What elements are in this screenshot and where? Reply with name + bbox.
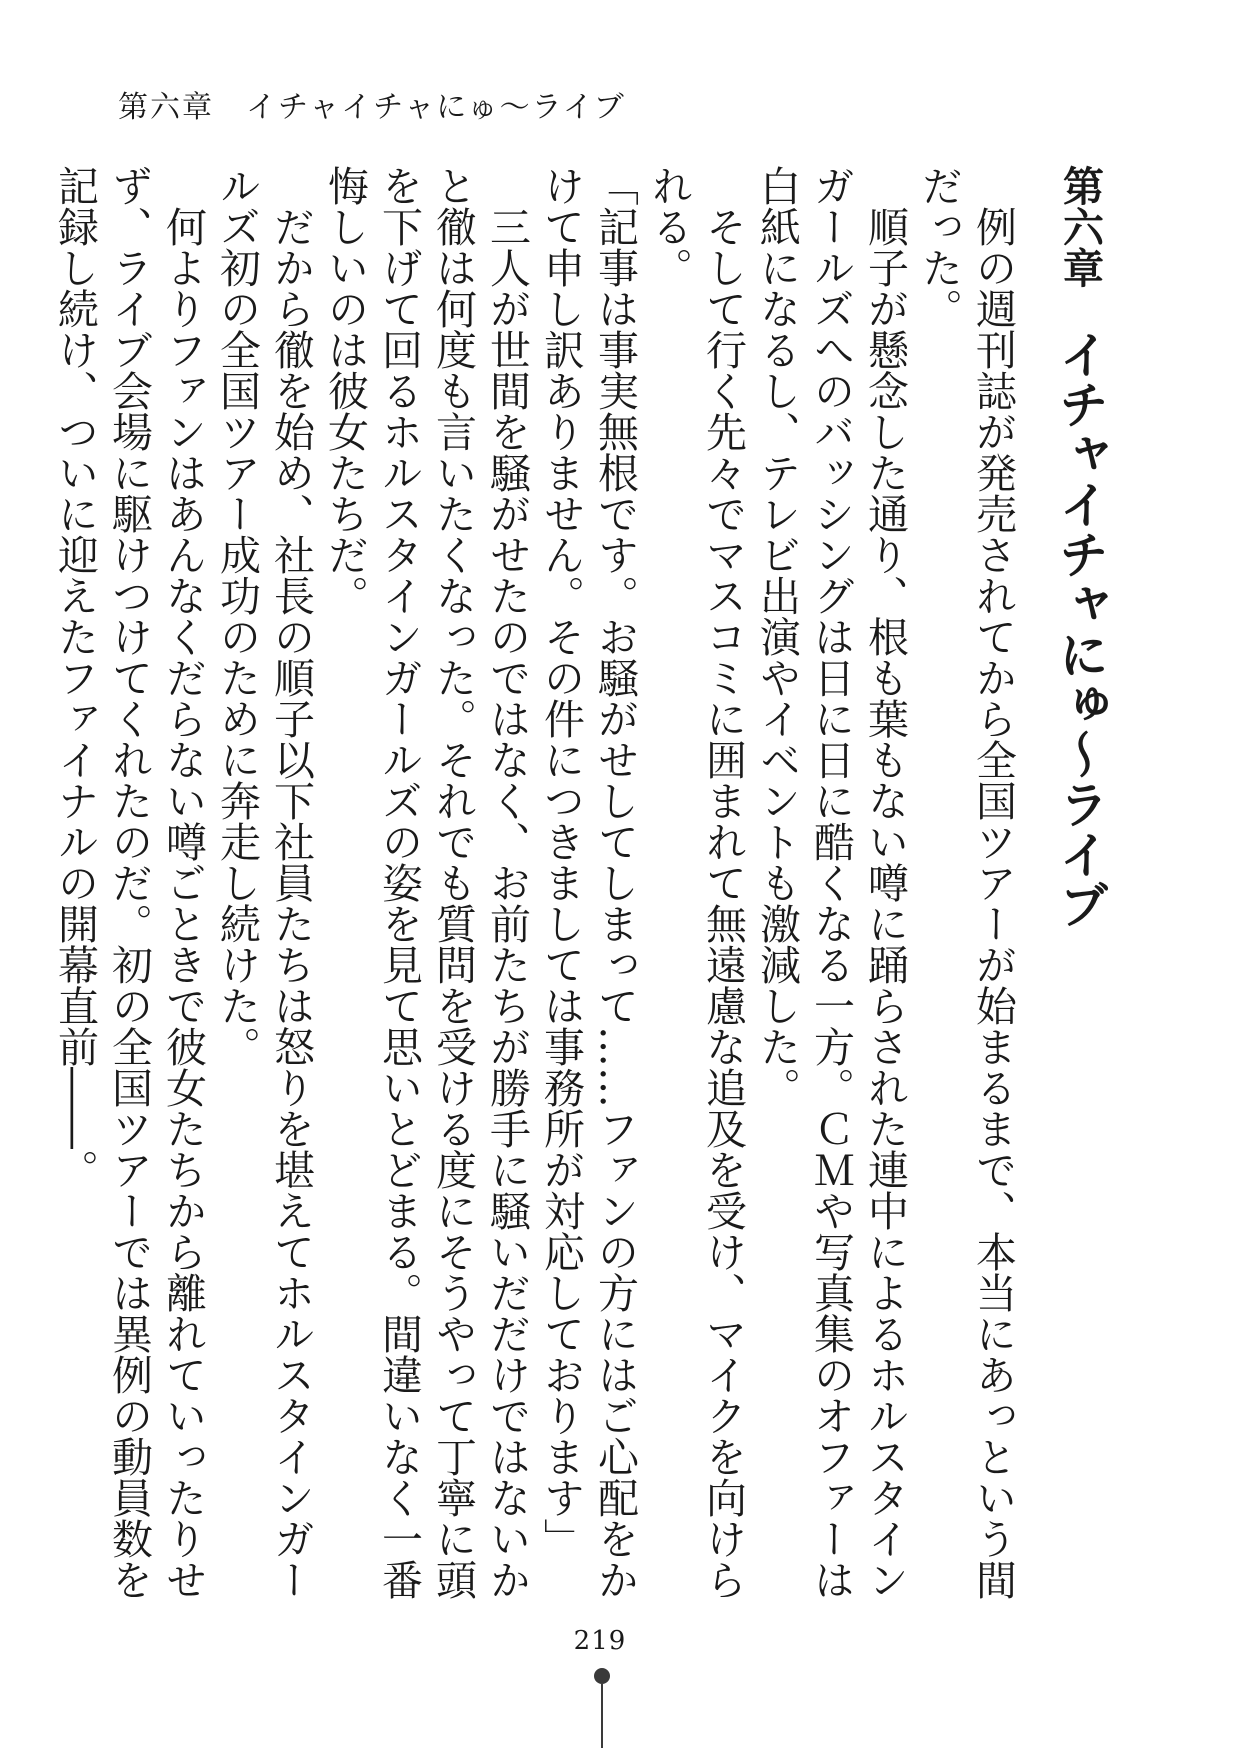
chapter-title-text: イチャイチャにゅ〜ライブ [1051, 329, 1110, 929]
body-text [51, 165, 1110, 1610]
paragraph: 例の週刊誌が発売されてから全国ツアーが始まるまで、本当にあっという間だった。 [915, 165, 1017, 1600]
paragraph: 順子が懸念した通り、根も葉もない噂に踊らされた連中によるホルスタインガールズへのバッシングは日に日に酷くなる一方。ＣＭや写真集のオファーは白紙になるし、テレビ出演やイベントも激減した。 [753, 165, 909, 1600]
chapter-title [1050, 165, 1110, 1610]
chapter-number: 第六章 [1056, 165, 1104, 288]
paragraph: 何よりファンはあんなくだらない噂ごときで彼女たちから離れていったりせず、ライブ会場に駆けつけてくれたのだ。初の全国ツアーでは異例の動員数を記録し続け、ついに迎えたファイナルの開幕直前――。 [51, 165, 207, 1600]
page-marker-line [601, 1684, 603, 1748]
running-head: 第六章 イチャイチャにゅ〜ライブ [118, 90, 626, 125]
page-marker-dot [594, 1668, 610, 1684]
page-number: 219 [573, 1626, 627, 1656]
dialogue-paragraph: 「記事は事実無根です。お騒がせしてしまって……ファンの方にはご心配をかけて申し訳ありません。その件につきましては事務所が対応しております」 [537, 165, 639, 1600]
paragraph: そして行く先々でマスコミに囲まれて無遠慮な追及を受け、マイクを向けられる。 [645, 165, 747, 1600]
paragraph: 三人が世間を騒がせたのではなく、お前たちが勝手に騒いだだけではないかと徹は何度も言いたくなった。それでも質問を受ける度にそうやって丁寧に頭を下げて回るホルスタインガールズの姿を見て思いとどまる。間違いなく一番悔しいのは彼女たちだ。 [321, 165, 531, 1600]
paragraph: だから徹を始め、社長の順子以下社員たちは怒りを堪えてホルスタインガールズ初の全国ツアー成功のために奔走し続けた。 [213, 165, 315, 1600]
